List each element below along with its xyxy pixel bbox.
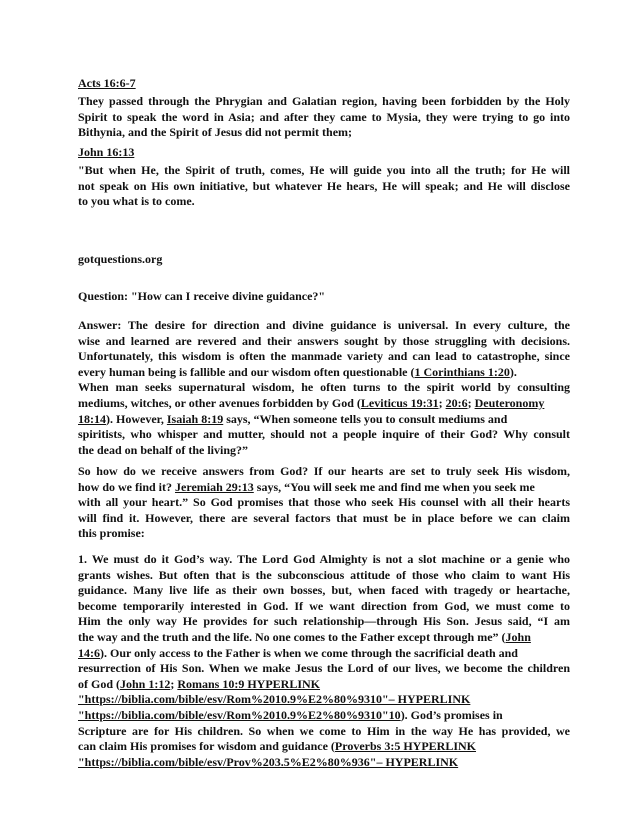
romans-url-link-2[interactable]: "https://biblia.com/bible/esv/Rom%2010.9%E2%80%9310"10 [78,707,401,722]
deuteronomy-link-cont[interactable]: 18:14 [78,411,106,426]
point1-text: ). God’s promises in [400,707,503,722]
john-text [78,163,570,210]
point1-text: the way and the truth and the life. No one comes to the Father except through me” ( [78,629,506,644]
point1-line: Scripture are for His children. So when we come to Him in the way He has provided, we [78,723,570,738]
answer-text: mediums, witches, or other avenues forbidden by God ( [78,395,361,410]
answer-text: ; [467,395,475,410]
para2-text: how do we find it? [78,479,176,494]
point1-line [78,739,570,755]
answer-line: When man seeks supernatural wisdom, he often turns to the spirit world by consulting [78,380,570,395]
proverbs-link[interactable]: Proverbs 3:5 HYPERLINK [334,739,477,754]
para2-line: So how do we receive answers from God? If our hearts are set to truly seek His wisdom, [78,464,570,478]
point1-text: of God ( [78,676,120,691]
leviticus-20-link[interactable]: 20:6 [445,395,468,410]
answer-line [78,396,570,412]
point1-line: 1. We must do it God’s way. The Lord God Almighty is not a slot machine or a genie who [78,552,570,566]
question-text: Question: "How can I receive divine guidance?" [78,289,326,303]
point1-line: guidance. Many live life as their own bosses, but, when faced with tragedy or heartache, [78,583,570,598]
acts-line: Bithynia, and the Spirit of Jesus did not permit them; [78,125,353,140]
john-1-12-link[interactable]: John 1:12 [120,676,171,691]
answer-line: Unfortunately, this wisdom is often the manmade variety and can lead to catastrophe, since [78,349,570,364]
john-14-link[interactable]: John [505,629,531,644]
point1-text: can claim His promises for wisdom and guidance ( [78,739,335,754]
point1-line [78,708,570,724]
john-passage [78,145,570,161]
isaiah-link[interactable]: Isaiah 8:19 [166,411,224,426]
acts-passage [78,76,570,92]
source-label [78,252,570,268]
point1-text: ). Our only access to the Father is when we come through the sacrificial death and [100,645,518,660]
answer-line: the dead on behalf of the living?” [78,442,249,457]
proverbs-url-link[interactable]: "https://biblia.com/bible/esv/Prov%203.5%E2%80%936"– HYPERLINK [78,754,459,769]
point1-line [78,692,570,708]
answer-line: Answer: The desire for direction and divine guidance is universal. In every culture, the [78,318,570,332]
john-reference-link[interactable]: John 16:13 [78,145,135,159]
question-heading [78,289,570,305]
point1-line [78,755,570,771]
answer-line [78,365,570,381]
answer-line: wise and learned are revered and their answers sought by those struggling with decisions. [78,333,570,348]
acts-line: Spirit to speak the word in Asia; and after they came to Mysia, they were trying to go into [78,109,570,124]
point1-line [78,677,570,693]
acts-reference-link[interactable]: Acts 16:6-7 [78,76,136,90]
acts-text [78,94,570,141]
answer-text: ; [438,395,446,410]
point1-line: Him the only way He provides for such relationship—through His Son. Jesus said, “I am [78,614,570,629]
corinthians-link[interactable]: 1 Corinthians 1:20 [414,364,510,379]
source-text: gotquestions.org [78,252,163,266]
point1-line [78,646,570,662]
answer-line: spiritists, who whisper and mutter, should not a people inquire of their God? Why consult [78,427,570,442]
answer-paragraph [78,318,570,458]
paragraph-two [78,464,570,542]
jeremiah-link[interactable]: Jeremiah 29:13 [175,479,254,494]
point1-line [78,630,570,646]
romans-link[interactable]: Romans 10:9 HYPERLINK [177,676,321,691]
answer-text: ). However, [106,411,167,426]
point1-line: resurrection of His Son. When we make Jesus the Lord of our lives, we become the children [78,661,570,676]
answer-text: ). [509,364,517,379]
john-line: to you what is to come. [78,194,195,209]
point1-line: grants wishes. But often that is the subconscious attitude of those who claim to want His [78,567,570,582]
john-line: "But when He, the Spirit of truth, comes, He will guide you into all the truth; for He will [78,163,570,177]
point1-line: become temporarily interested in God. If we want direction from God, we must come to [78,598,570,613]
answer-text: every human being is fallible and our wisdom often questionable ( [78,364,415,379]
leviticus-link[interactable]: Leviticus 19:31 [360,395,439,410]
answer-text: says, “When someone tells you to consult mediums and [223,411,508,426]
para2-line: this promise: [78,526,145,541]
point-one [78,552,570,770]
romans-url-link[interactable]: "https://biblia.com/bible/esv/Rom%2010.9%E2%80%9310"– HYPERLINK [78,692,471,707]
answer-line [78,412,570,428]
acts-line: They passed through the Phrygian and Galatian region, having been forbidden by the Holy [78,94,570,108]
john-14-link-cont[interactable]: 14:6 [78,645,100,660]
deuteronomy-link[interactable]: Deuteronomy [474,395,545,410]
para2-line: with all your heart.” So God promises that those who seek His counsel with all their hearts [78,495,570,510]
para2-line [78,480,570,496]
para2-text: says, “You will seek me and find me when you seek me [253,479,535,494]
point1-text: ; [170,676,178,691]
para2-line: will find it. However, there are several factors that must be in place before we can claim [78,510,570,525]
john-line: not speak on His own initiative, but whatever He hears, He will speak; and He will disclose [78,178,570,193]
